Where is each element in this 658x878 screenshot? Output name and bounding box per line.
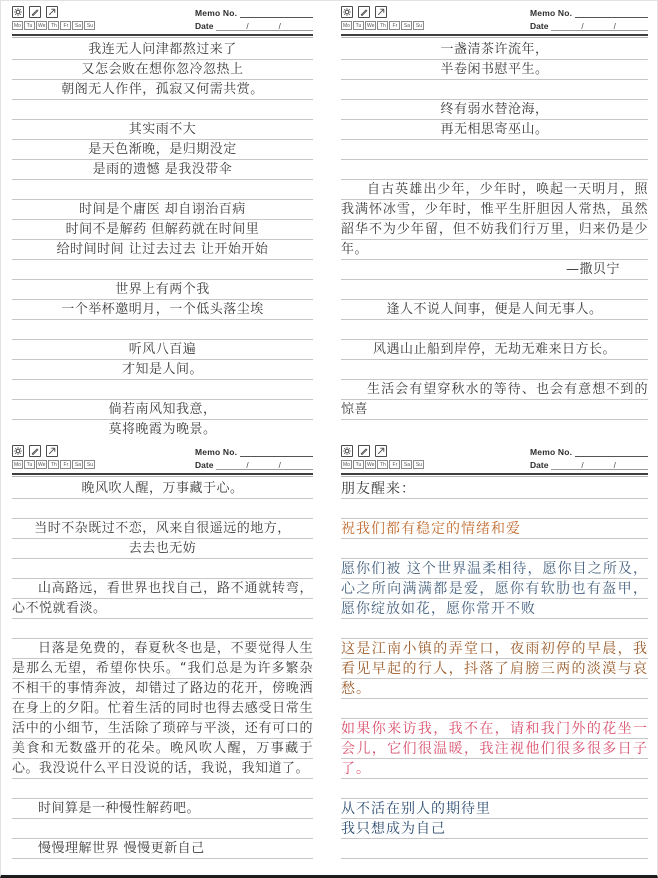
handwritten-line: 才知是人间。 (121, 362, 203, 377)
handwritten-line: 终有弱水替沧海， (440, 102, 549, 117)
header-divider (12, 34, 313, 38)
handwritten-paragraph (341, 559, 648, 619)
send-icon (46, 445, 58, 457)
weekday-box: Th (377, 460, 388, 469)
handwritten-paragraph (341, 100, 648, 140)
memo-page-bottom-right (330, 440, 658, 878)
weekday-box: Sa (401, 460, 412, 469)
memo-header (12, 6, 313, 32)
handwritten-line: 祝我们都有稳定的情绪和爱 (341, 521, 521, 537)
weekday-box: Su (413, 460, 424, 469)
handwritten-paragraph (341, 719, 648, 779)
date-label: Date (530, 21, 549, 31)
handwritten-text: 山高路远，看世界也找自己，路不通就转弯，心不悦就看淡。 (12, 581, 313, 616)
handwriting-area (12, 479, 313, 875)
header-icon-row (341, 6, 424, 18)
weekday-box: We (367, 462, 375, 468)
weekday-box: Su (413, 21, 424, 30)
weekday-box: Mo (12, 21, 23, 30)
weekday-box: We (367, 23, 375, 29)
handwritten-paragraph (12, 519, 313, 559)
handwritten-line: 晚风吹人醒，万事藏于心。 (81, 481, 244, 496)
weekday-boxes (12, 460, 95, 469)
memo-header (12, 445, 313, 471)
handwritten-paragraph (12, 40, 313, 100)
date-label: Date (195, 460, 214, 470)
weekday-boxes (341, 21, 424, 30)
memo-no-blank-line (240, 9, 313, 18)
handwritten-paragraph (341, 380, 648, 420)
pencil-icon (29, 445, 41, 457)
handwritten-line: 是雨的遗憾 是我没带伞 (92, 162, 233, 177)
handwritten-paragraph (12, 479, 313, 499)
handwritten-paragraph (341, 40, 648, 80)
memo-no-label: Memo No. (530, 447, 573, 457)
date-slash: / (278, 22, 281, 31)
weekday-box: Sa (72, 21, 83, 30)
gear-icon (12, 6, 24, 18)
weekday-box: Fr (389, 460, 400, 469)
handwritten-text: 自古英雄出少年，少年时，唤起一天明月，照我满怀冰雪，少年时，惟平生肝胆因人常热，虽然韶华不为少年留，但不妨我们行万里，归来仍是少年。 (341, 182, 648, 257)
weekday-box: Mo (12, 460, 23, 469)
date-slash: / (246, 461, 249, 470)
header-icon-row (12, 6, 95, 18)
handwritten-line: 是天色渐晚，是归期没定 (88, 142, 237, 157)
gear-icon (341, 445, 353, 457)
date-blank-line (216, 461, 313, 470)
date-slash: / (613, 22, 616, 31)
memo-no-blank-line (575, 9, 648, 18)
handwritten-line: 时间不是解药 但解药就在时间里 (65, 222, 260, 237)
send-icon (375, 6, 387, 18)
weekday-box: Th (377, 21, 388, 30)
handwritten-line: 时间是个庸医 却自诩治百病 (79, 202, 246, 217)
weekday-box: Sa (72, 460, 83, 469)
memo-header (341, 6, 648, 32)
handwritten-paragraph (341, 180, 648, 260)
weekday-box: Mo (341, 21, 352, 30)
handwritten-line: 给时间时间 让过去过去 让开始开始 (56, 242, 269, 257)
weekday-boxes (12, 21, 95, 30)
memo-no-blank-line (575, 448, 648, 457)
weekday-box: Fr (389, 21, 400, 30)
handwritten-line: 去去也无妨 (128, 541, 197, 556)
handwritten-line: 从不活在别人的期待里 (341, 801, 491, 817)
handwritten-line: 一盏清茶许流年， (440, 42, 549, 57)
handwritten-paragraph (12, 839, 313, 859)
handwritten-line: —撒贝宁 (565, 262, 620, 277)
handwriting-area (12, 40, 313, 436)
handwritten-paragraph (12, 280, 313, 320)
handwritten-line: 朝阁无人作伴，孤寂又何需共赏。 (61, 82, 264, 97)
memo-header (341, 445, 648, 471)
weekday-box: Mo (341, 460, 352, 469)
handwritten-paragraph (341, 260, 648, 280)
date-blank-line (551, 461, 648, 470)
memo-no-blank-line (240, 448, 313, 457)
date-label: Date (195, 21, 214, 31)
handwritten-line: 再无相思寄巫山。 (440, 122, 549, 137)
handwritten-line: 一个举杯邀明月，一个低头落尘埃 (61, 302, 264, 317)
handwritten-line: 风遇山止船到岸停，无劫无难来日方长。 (372, 342, 616, 357)
date-label: Date (530, 460, 549, 470)
handwritten-line: 逢人不说人间事，便是人间无事人。 (386, 302, 603, 317)
handwritten-text: 时间算是一种慢性解药吧。 (38, 801, 201, 816)
weekday-box: Su (84, 460, 95, 469)
handwritten-line: 我只想成为自己 (341, 821, 446, 837)
memo-page-top-left (1, 1, 330, 440)
handwritten-line: 又怎会败在想你忽冷忽热上 (81, 62, 244, 77)
date-slash: / (246, 22, 249, 31)
weekday-box: We (38, 462, 46, 468)
weekday-box: Th (48, 21, 59, 30)
date-slash: / (278, 461, 281, 470)
date-blank-line (551, 22, 648, 31)
handwritten-paragraph (12, 400, 313, 436)
handwritten-paragraph (12, 799, 313, 819)
handwritten-paragraph (341, 799, 648, 839)
weekday-box: Fr (60, 460, 71, 469)
handwritten-line: 半卷闲书慰平生。 (440, 62, 549, 77)
date-blank-line (216, 22, 313, 31)
gear-icon (12, 445, 24, 457)
send-icon (46, 6, 58, 18)
date-slash: / (581, 22, 584, 31)
memo-page-top-right (330, 1, 658, 440)
weekday-boxes (341, 460, 424, 469)
memo-no-label: Memo No. (195, 447, 238, 457)
handwriting-area (341, 479, 648, 875)
handwritten-line: 我连无人问津都熬过来了 (88, 42, 237, 57)
weekday-box: Th (48, 460, 59, 469)
handwriting-area (341, 40, 648, 436)
memo-page-bottom-left (1, 440, 330, 878)
handwritten-paragraph (341, 479, 648, 499)
weekday-box: Tu (24, 21, 35, 30)
handwritten-line: 其实雨不大 (128, 122, 197, 137)
weekday-box: Tu (353, 21, 364, 30)
handwritten-paragraph (12, 340, 313, 380)
date-slash: / (581, 461, 584, 470)
handwritten-line: 世界上有两个我 (115, 282, 210, 297)
handwritten-paragraph (12, 639, 313, 779)
handwritten-line: 听风八百遍 (128, 342, 197, 357)
handwritten-paragraph (341, 340, 648, 360)
handwritten-text: 慢慢理解世界 慢慢更新自己 (38, 841, 205, 856)
handwritten-paragraph (12, 120, 313, 180)
weekday-box: We (38, 23, 46, 29)
weekday-box: Tu (353, 460, 364, 469)
handwritten-paragraph (341, 519, 648, 539)
memo-no-label: Memo No. (530, 8, 573, 18)
handwritten-text: 生活会有望穿秋水的等待、也会有意想不到的惊喜 (341, 382, 648, 417)
handwritten-line: 莫将晚霞为晚景。 (108, 422, 217, 436)
header-icon-row (12, 445, 95, 457)
handwritten-line: 当时不杂既过不恋，风来自很遥远的地方， (34, 521, 291, 536)
send-icon (375, 445, 387, 457)
pencil-icon (358, 445, 370, 457)
handwritten-text: 如果你来访我，我不在，请和我门外的花坐一会儿，它们很温暖，我注视他们很多很多日子了。 (341, 721, 648, 777)
weekday-box: Su (84, 21, 95, 30)
weekday-box: Sa (401, 21, 412, 30)
pencil-icon (29, 6, 41, 18)
memo-no-label: Memo No. (195, 8, 238, 18)
handwritten-paragraph (341, 639, 648, 699)
date-slash: / (613, 461, 616, 470)
handwritten-paragraph (12, 200, 313, 260)
handwritten-line: 倘若南风知我意， (108, 402, 217, 417)
handwritten-paragraph (341, 300, 648, 320)
header-divider (12, 473, 313, 477)
header-icon-row (341, 445, 424, 457)
handwritten-text: 日落是免费的，春夏秋冬也是，不要觉得人生是那么无望，希望你快乐。“我们总是为许多繁杂不相干的事情奔波，却错过了路边的花开，傍晚洒在身上的夕阳。忙着生活的同时也得去感受日常生活中的小细节，生活除了琐碎与平淡，还有可口的美食和无数盛开的花朵。晚风吹人醒，万事藏于心。我没说什么平日没说的话，我说，我知道了。 (12, 641, 313, 776)
handwritten-line: 朋友醒来： (341, 481, 416, 497)
gear-icon (341, 6, 353, 18)
pencil-icon (358, 6, 370, 18)
handwritten-text: 愿你们被 这个世界温柔相待，愿你目之所及，心之所向满满都是爱，愿你有软肋也有盔甲，愿你绽放如花，愿你常开不败 (341, 561, 648, 617)
handwritten-paragraph (12, 579, 313, 619)
weekday-box: Tu (24, 460, 35, 469)
header-divider (341, 473, 648, 477)
header-divider (341, 34, 648, 38)
weekday-box: Fr (60, 21, 71, 30)
handwritten-text: 这是江南小镇的弄堂口，夜雨初停的早晨，我看见早起的行人，抖落了肩膀三两的淡漠与哀愁。 (341, 641, 648, 697)
